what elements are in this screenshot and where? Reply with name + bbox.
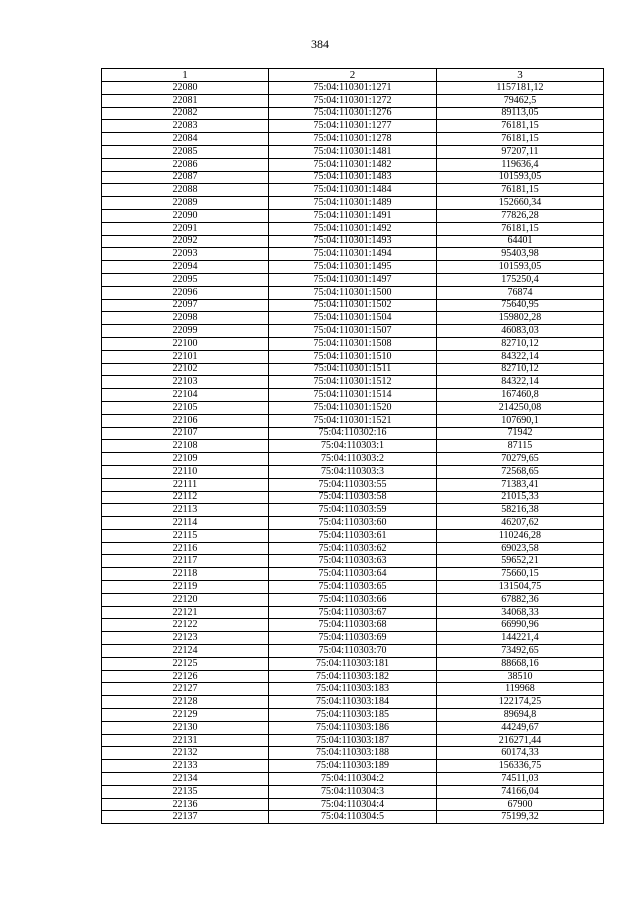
- value-cell: 214250,08: [437, 401, 604, 414]
- value-cell: 75640,95: [437, 299, 604, 312]
- cadastral-number-cell: 75:04:110303:64: [269, 568, 437, 581]
- cadastral-number-cell: 75:04:110303:2: [269, 453, 437, 466]
- value-cell: 122174,25: [437, 696, 604, 709]
- row-number-cell: 22110: [102, 465, 269, 478]
- table-row: [102, 337, 604, 350]
- cadastral-number-cell: 75:04:110303:1: [269, 440, 437, 453]
- value-cell: 76181,15: [437, 222, 604, 235]
- value-cell: 38510: [437, 670, 604, 683]
- cadastral-number-cell: 75:04:110303:66: [269, 593, 437, 606]
- cadastral-number-cell: 75:04:110301:1484: [269, 184, 437, 197]
- value-cell: 144221,4: [437, 632, 604, 645]
- cadastral-number-cell: 75:04:110303:189: [269, 760, 437, 773]
- row-number-cell: 22102: [102, 363, 269, 376]
- value-cell: 76181,15: [437, 184, 604, 197]
- table-row: [102, 619, 604, 632]
- cadastral-number-cell: 75:04:110301:1492: [269, 222, 437, 235]
- cadastral-number-cell: 75:04:110303:188: [269, 747, 437, 760]
- row-number-cell: 22097: [102, 299, 269, 312]
- table-row: [102, 632, 604, 645]
- cadastral-number-cell: 75:04:110302:16: [269, 427, 437, 440]
- value-cell: 44249,67: [437, 721, 604, 734]
- cadastral-number-cell: 75:04:110301:1276: [269, 107, 437, 120]
- value-cell: 152660,34: [437, 197, 604, 210]
- cadastral-number-cell: 75:04:110301:1500: [269, 286, 437, 299]
- value-cell: 84322,14: [437, 350, 604, 363]
- value-cell: 67900: [437, 798, 604, 811]
- table-row: [102, 299, 604, 312]
- value-cell: 159802,28: [437, 312, 604, 325]
- row-number-cell: 22130: [102, 721, 269, 734]
- row-number-cell: 22105: [102, 401, 269, 414]
- cadastral-number-cell: 75:04:110303:69: [269, 632, 437, 645]
- row-number-cell: 22093: [102, 248, 269, 261]
- table-row: [102, 389, 604, 402]
- cadastral-number-cell: 75:04:110301:1520: [269, 401, 437, 414]
- cadastral-number-cell: 75:04:110301:1510: [269, 350, 437, 363]
- cadastral-number-cell: 75:04:110303:67: [269, 606, 437, 619]
- row-number-cell: 22112: [102, 491, 269, 504]
- cadastral-number-cell: 75:04:110303:55: [269, 478, 437, 491]
- value-cell: 82710,12: [437, 363, 604, 376]
- cadastral-number-cell: 75:04:110301:1504: [269, 312, 437, 325]
- cadastral-number-cell: 75:04:110301:1521: [269, 414, 437, 427]
- value-cell: 76181,15: [437, 120, 604, 133]
- value-cell: 131504,75: [437, 581, 604, 594]
- cadastral-value-table: [101, 68, 604, 824]
- cadastral-number-cell: 75:04:110301:1514: [269, 389, 437, 402]
- table-row: [102, 465, 604, 478]
- row-number-cell: 22083: [102, 120, 269, 133]
- row-number-cell: 22117: [102, 555, 269, 568]
- row-number-cell: 22100: [102, 337, 269, 350]
- row-number-cell: 22108: [102, 440, 269, 453]
- column-header-1: 1: [102, 69, 269, 82]
- table-row: [102, 312, 604, 325]
- row-number-cell: 22126: [102, 670, 269, 683]
- table-row: [102, 811, 604, 824]
- row-number-cell: 22129: [102, 709, 269, 722]
- value-cell: 73492,65: [437, 645, 604, 658]
- value-cell: 101593,05: [437, 261, 604, 274]
- cadastral-number-cell: 75:04:110303:61: [269, 529, 437, 542]
- table-row: [102, 184, 604, 197]
- row-number-cell: 22121: [102, 606, 269, 619]
- cadastral-number-cell: 75:04:110303:70: [269, 645, 437, 658]
- row-number-cell: 22135: [102, 785, 269, 798]
- value-cell: 58216,38: [437, 504, 604, 517]
- cadastral-number-cell: 75:04:110301:1507: [269, 325, 437, 338]
- cadastral-number-cell: 75:04:110303:58: [269, 491, 437, 504]
- table-row: [102, 145, 604, 158]
- value-cell: 101593,05: [437, 171, 604, 184]
- row-number-cell: 22088: [102, 184, 269, 197]
- row-number-cell: 22095: [102, 273, 269, 286]
- value-cell: 74511,03: [437, 773, 604, 786]
- table-row: [102, 657, 604, 670]
- value-cell: 119636,4: [437, 158, 604, 171]
- value-cell: 46207,62: [437, 517, 604, 530]
- value-cell: 71383,41: [437, 478, 604, 491]
- value-cell: 71942: [437, 427, 604, 440]
- cadastral-number-cell: 75:04:110304:2: [269, 773, 437, 786]
- value-cell: 88668,16: [437, 657, 604, 670]
- row-number-cell: 22131: [102, 734, 269, 747]
- table-row: [102, 529, 604, 542]
- cadastral-number-cell: 75:04:110303:187: [269, 734, 437, 747]
- row-number-cell: 22096: [102, 286, 269, 299]
- row-number-cell: 22082: [102, 107, 269, 120]
- row-number-cell: 22094: [102, 261, 269, 274]
- cadastral-number-cell: 75:04:110303:60: [269, 517, 437, 530]
- table-row: [102, 286, 604, 299]
- cadastral-number-cell: 75:04:110303:181: [269, 657, 437, 670]
- row-number-cell: 22103: [102, 376, 269, 389]
- cadastral-number-cell: 75:04:110303:184: [269, 696, 437, 709]
- value-cell: 82710,12: [437, 337, 604, 350]
- cadastral-number-cell: 75:04:110304:3: [269, 785, 437, 798]
- row-number-cell: 22101: [102, 350, 269, 363]
- value-cell: 84322,14: [437, 376, 604, 389]
- row-number-cell: 22084: [102, 133, 269, 146]
- row-number-cell: 22086: [102, 158, 269, 171]
- value-cell: 167460,8: [437, 389, 604, 402]
- cadastral-number-cell: 75:04:110303:59: [269, 504, 437, 517]
- value-cell: 60174,33: [437, 747, 604, 760]
- row-number-cell: 22137: [102, 811, 269, 824]
- row-number-cell: 22123: [102, 632, 269, 645]
- row-number-cell: 22134: [102, 773, 269, 786]
- row-number-cell: 22106: [102, 414, 269, 427]
- value-cell: 156336,75: [437, 760, 604, 773]
- page-number: 384: [311, 37, 329, 51]
- table-row: [102, 401, 604, 414]
- table-row: [102, 747, 604, 760]
- row-number-cell: 22133: [102, 760, 269, 773]
- cadastral-number-cell: 75:04:110303:186: [269, 721, 437, 734]
- table-row: [102, 734, 604, 747]
- table-row: [102, 120, 604, 133]
- value-cell: 77826,28: [437, 209, 604, 222]
- row-number-cell: 22090: [102, 209, 269, 222]
- table-row: [102, 760, 604, 773]
- value-cell: 89694,8: [437, 709, 604, 722]
- row-number-cell: 22136: [102, 798, 269, 811]
- row-number-cell: 22091: [102, 222, 269, 235]
- table-row: [102, 363, 604, 376]
- table-row: [102, 235, 604, 248]
- table-row: [102, 709, 604, 722]
- value-cell: 59652,21: [437, 555, 604, 568]
- cadastral-number-cell: 75:04:110301:1277: [269, 120, 437, 133]
- cadastral-number-cell: 75:04:110301:1271: [269, 82, 437, 95]
- value-cell: 107690,1: [437, 414, 604, 427]
- column-header-2: 2: [269, 69, 437, 82]
- value-cell: 75199,32: [437, 811, 604, 824]
- value-cell: 79462,5: [437, 94, 604, 107]
- table-row: [102, 785, 604, 798]
- row-number-cell: 22104: [102, 389, 269, 402]
- cadastral-number-cell: 75:04:110303:62: [269, 542, 437, 555]
- value-cell: 76874: [437, 286, 604, 299]
- row-number-cell: 22089: [102, 197, 269, 210]
- row-number-cell: 22119: [102, 581, 269, 594]
- cadastral-number-cell: 75:04:110303:183: [269, 683, 437, 696]
- row-number-cell: 22092: [102, 235, 269, 248]
- row-number-cell: 22080: [102, 82, 269, 95]
- table-row: [102, 414, 604, 427]
- value-cell: 70279,65: [437, 453, 604, 466]
- cadastral-number-cell: 75:04:110301:1511: [269, 363, 437, 376]
- row-number-cell: 22127: [102, 683, 269, 696]
- row-number-cell: 22118: [102, 568, 269, 581]
- table-header-row: [102, 69, 604, 82]
- row-number-cell: 22085: [102, 145, 269, 158]
- table-row: [102, 209, 604, 222]
- table-row: [102, 197, 604, 210]
- cadastral-number-cell: 75:04:110301:1482: [269, 158, 437, 171]
- cadastral-number-cell: 75:04:110301:1512: [269, 376, 437, 389]
- row-number-cell: 22128: [102, 696, 269, 709]
- column-header-3: 3: [437, 69, 604, 82]
- value-cell: 69023,58: [437, 542, 604, 555]
- value-cell: 76181,15: [437, 133, 604, 146]
- cadastral-number-cell: 75:04:110303:65: [269, 581, 437, 594]
- cadastral-number-cell: 75:04:110301:1491: [269, 209, 437, 222]
- row-number-cell: 22109: [102, 453, 269, 466]
- table-row: [102, 350, 604, 363]
- table-row: [102, 478, 604, 491]
- row-number-cell: 22122: [102, 619, 269, 632]
- row-number-cell: 22124: [102, 645, 269, 658]
- table-row: [102, 568, 604, 581]
- cadastral-number-cell: 75:04:110301:1489: [269, 197, 437, 210]
- table-row: [102, 376, 604, 389]
- row-number-cell: 22132: [102, 747, 269, 760]
- table-row: [102, 504, 604, 517]
- row-number-cell: 22099: [102, 325, 269, 338]
- value-cell: 74166,04: [437, 785, 604, 798]
- table-row: [102, 517, 604, 530]
- table-row: [102, 593, 604, 606]
- cadastral-number-cell: 75:04:110301:1278: [269, 133, 437, 146]
- table-row: [102, 606, 604, 619]
- row-number-cell: 22116: [102, 542, 269, 555]
- cadastral-number-cell: 75:04:110303:185: [269, 709, 437, 722]
- table-row: [102, 325, 604, 338]
- table-row: [102, 798, 604, 811]
- row-number-cell: 22081: [102, 94, 269, 107]
- table-row: [102, 440, 604, 453]
- value-cell: 67882,36: [437, 593, 604, 606]
- table-row: [102, 542, 604, 555]
- value-cell: 64401: [437, 235, 604, 248]
- value-cell: 175250,4: [437, 273, 604, 286]
- row-number-cell: 22125: [102, 657, 269, 670]
- table-row: [102, 107, 604, 120]
- table-row: [102, 555, 604, 568]
- value-cell: 66990,96: [437, 619, 604, 632]
- cadastral-number-cell: 75:04:110301:1483: [269, 171, 437, 184]
- table-row: [102, 273, 604, 286]
- table-row: [102, 491, 604, 504]
- cadastral-number-cell: 75:04:110301:1493: [269, 235, 437, 248]
- cadastral-number-cell: 75:04:110301:1495: [269, 261, 437, 274]
- row-number-cell: 22120: [102, 593, 269, 606]
- row-number-cell: 22113: [102, 504, 269, 517]
- cadastral-number-cell: 75:04:110304:4: [269, 798, 437, 811]
- value-cell: 119968: [437, 683, 604, 696]
- value-cell: 87115: [437, 440, 604, 453]
- cadastral-number-cell: 75:04:110303:63: [269, 555, 437, 568]
- table-row: [102, 453, 604, 466]
- cadastral-number-cell: 75:04:110301:1502: [269, 299, 437, 312]
- value-cell: 34068,33: [437, 606, 604, 619]
- value-cell: 1157181,12: [437, 82, 604, 95]
- row-number-cell: 22114: [102, 517, 269, 530]
- table-row: [102, 581, 604, 594]
- table-row: [102, 171, 604, 184]
- row-number-cell: 22111: [102, 478, 269, 491]
- table-row: [102, 670, 604, 683]
- table-row: [102, 94, 604, 107]
- value-cell: 216271,44: [437, 734, 604, 747]
- cadastral-number-cell: 75:04:110304:5: [269, 811, 437, 824]
- row-number-cell: 22098: [102, 312, 269, 325]
- value-cell: 46083,03: [437, 325, 604, 338]
- table-row: [102, 248, 604, 261]
- value-cell: 21015,33: [437, 491, 604, 504]
- row-number-cell: 22107: [102, 427, 269, 440]
- table-row: [102, 133, 604, 146]
- cadastral-number-cell: 75:04:110301:1494: [269, 248, 437, 261]
- value-cell: 110246,28: [437, 529, 604, 542]
- cadastral-number-cell: 75:04:110303:182: [269, 670, 437, 683]
- cadastral-number-cell: 75:04:110301:1497: [269, 273, 437, 286]
- value-cell: 97207,11: [437, 145, 604, 158]
- cadastral-number-cell: 75:04:110301:1508: [269, 337, 437, 350]
- table-row: [102, 261, 604, 274]
- table-row: [102, 645, 604, 658]
- cadastral-number-cell: 75:04:110301:1272: [269, 94, 437, 107]
- row-number-cell: 22087: [102, 171, 269, 184]
- table-row: [102, 773, 604, 786]
- table-row: [102, 427, 604, 440]
- cadastral-number-cell: 75:04:110303:68: [269, 619, 437, 632]
- table-body: [102, 82, 604, 824]
- cadastral-number-cell: 75:04:110303:3: [269, 465, 437, 478]
- value-cell: 72568,65: [437, 465, 604, 478]
- value-cell: 75660,15: [437, 568, 604, 581]
- value-cell: 89113,05: [437, 107, 604, 120]
- table-row: [102, 82, 604, 95]
- table-row: [102, 222, 604, 235]
- value-cell: 95403,98: [437, 248, 604, 261]
- table-row: [102, 683, 604, 696]
- row-number-cell: 22115: [102, 529, 269, 542]
- table-row: [102, 158, 604, 171]
- table-row: [102, 696, 604, 709]
- cadastral-number-cell: 75:04:110301:1481: [269, 145, 437, 158]
- table-row: [102, 721, 604, 734]
